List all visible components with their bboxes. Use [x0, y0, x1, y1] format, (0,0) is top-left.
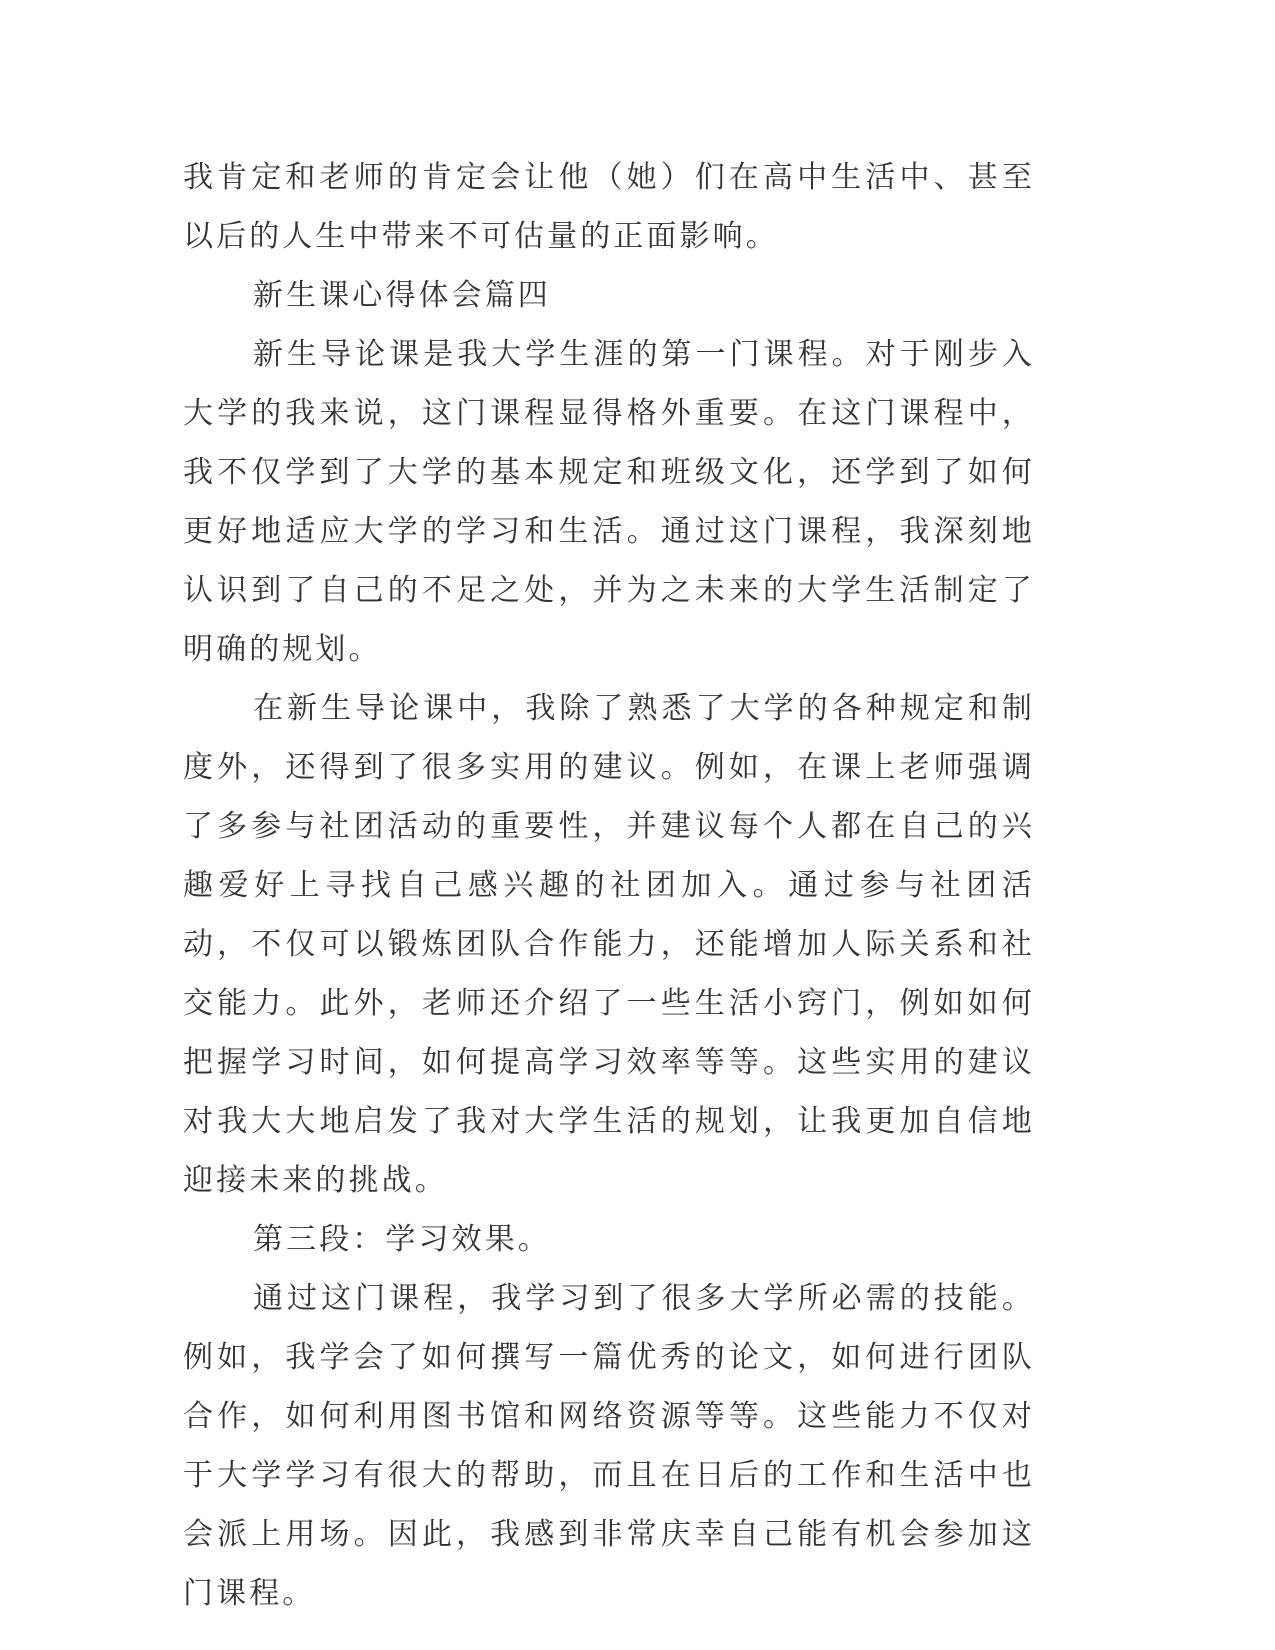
- subsection-heading: 第三段：学习效果。: [253, 1222, 551, 1257]
- body-paragraph: 在新生导论课中，我除了熟悉了大学的各种规定和制度外，还得到了很多实用的建议。例如，在课上老师强调了多参与社团活动的重要性，并建议每个人都在自己的兴趣爱好上寻找自己感兴趣的社团加入。通过参与社团活动，不仅可以锻炼团队合作能力，还能增加人际关系和社交能力。此外，老师还介绍了一些生活小窍门，例如如何把握学习时间，如何提高学习效率等等。这些实用的建议对我大大地启发了我对大学生活的规划，让我更加自信地迎接未来的挑战。: [183, 691, 1035, 1198]
- body-paragraph: 新生导论课是我大学生涯的第一门课程。对于刚步入大学的我来说，这门课程显得格外重要。在这门课程中，我不仅学到了大学的基本规定和班级文化，还学到了如何更好地适应大学的学习和生活。通过这门课程，我深刻地认识到了自己的不足之处，并为之未来的大学生活制定了明确的规划。: [183, 337, 1035, 667]
- body-paragraph: 通过这门课程，我学习到了很多大学所必需的技能。例如，我学会了如何撰写一篇优秀的论文，如何进行团队合作，如何利用图书馆和网络资源等等。这些能力不仅对于大学学习有很大的帮助，而且在日后的工作和生活中也会派上用场。因此，我感到非常庆幸自己能有机会参加这门课程。: [183, 1281, 1035, 1611]
- continuation-paragraph: 我肯定和老师的肯定会让他（她）们在高中生活中、甚至以后的人生中带来不可估量的正面影响。: [183, 160, 1035, 254]
- section-heading: 新生课心得体会篇四: [253, 278, 551, 313]
